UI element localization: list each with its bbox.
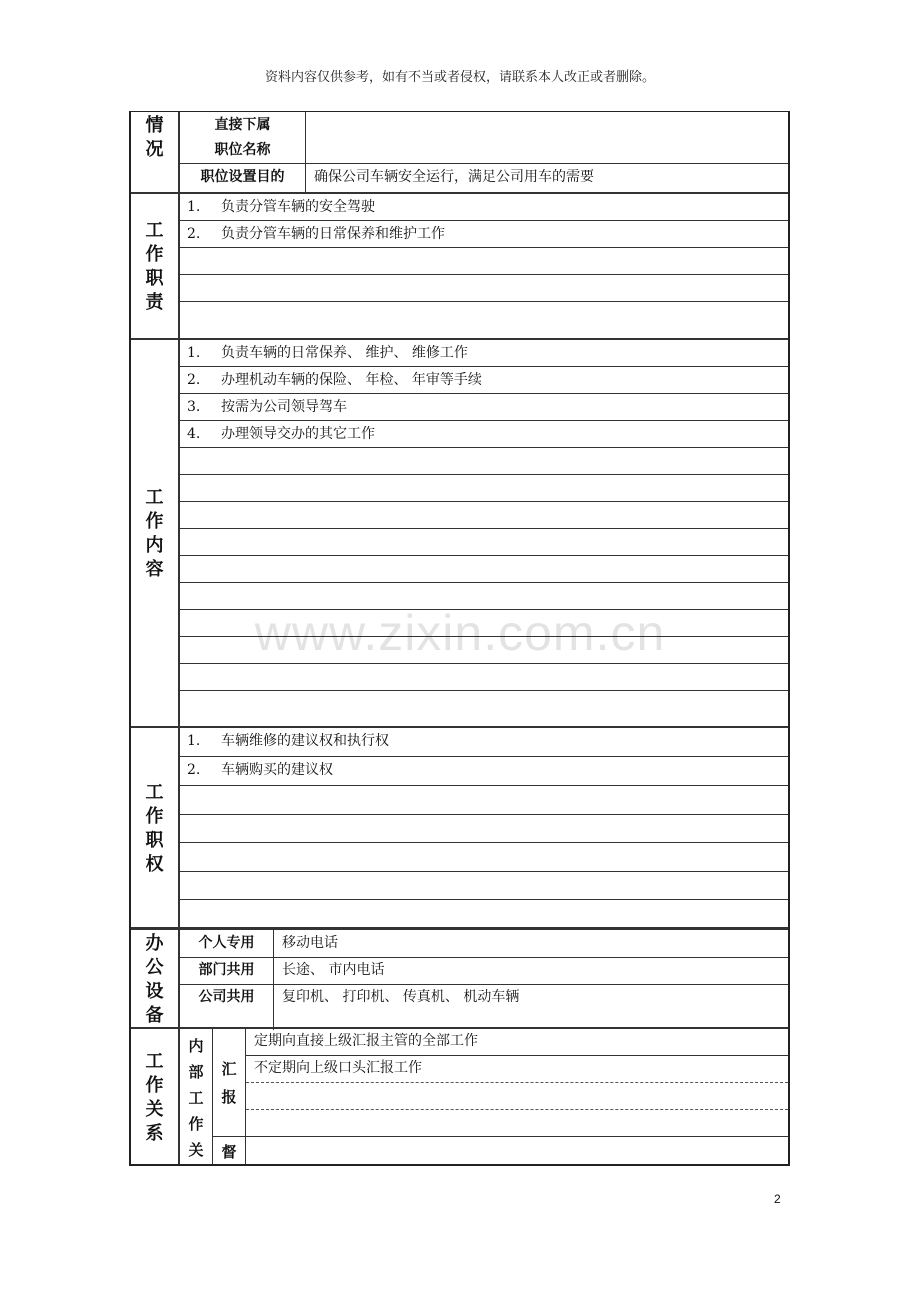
content-row xyxy=(180,448,788,475)
report-row: 定期向直接上级汇报主管的全部工作 xyxy=(246,1029,788,1056)
equipment-value: 复印机、 打印机、 传真机、 机动车辆 xyxy=(282,989,520,1005)
content-row xyxy=(180,529,788,556)
label-char: 作 xyxy=(145,511,164,532)
content-row xyxy=(180,367,788,394)
section-label-content xyxy=(131,340,180,728)
section-situation xyxy=(131,112,788,192)
equipment-label: 公司共用 xyxy=(180,985,274,1030)
content-row xyxy=(180,664,788,691)
duty-number: 1. xyxy=(187,199,201,215)
page-number: 2 xyxy=(774,1192,781,1206)
equipment-value: 长途、 市内电话 xyxy=(274,958,788,985)
label-char: 工 xyxy=(145,1050,164,1072)
label-char: 汇 xyxy=(221,1059,237,1078)
label-char: 报 xyxy=(221,1087,237,1106)
label-char: 部 xyxy=(188,1062,204,1081)
label-char: 工 xyxy=(145,781,164,803)
equipment-value: 移动电话 xyxy=(274,930,788,958)
content-row xyxy=(180,340,788,367)
label-char: 备 xyxy=(145,1005,164,1026)
section-content xyxy=(131,338,788,728)
subordinate-label-line2: 职位名称 xyxy=(214,141,271,158)
label-char: 职 xyxy=(145,829,164,851)
table-right-border xyxy=(788,112,790,1165)
authority-number: 2. xyxy=(187,762,201,778)
table-bottom-border xyxy=(129,1164,790,1166)
section-label-relations xyxy=(131,1029,180,1166)
equipment-label: 个人专用 xyxy=(180,930,274,958)
label-char: 权 xyxy=(145,853,164,875)
authority-row xyxy=(180,815,788,843)
section-label-equipment xyxy=(131,930,180,1030)
duty-number: 2. xyxy=(187,226,201,242)
duty-text: 负责分管车辆的安全驾驶 xyxy=(221,199,375,215)
authority-row xyxy=(180,872,788,900)
content-number: 2. xyxy=(187,372,201,388)
content-row xyxy=(180,475,788,502)
authority-row xyxy=(180,900,788,929)
report-row xyxy=(246,1083,788,1110)
section-authority xyxy=(131,726,788,929)
label-char: 作 xyxy=(145,1074,164,1096)
duty-row xyxy=(180,275,788,302)
content-row xyxy=(180,637,788,664)
section-label-situation xyxy=(131,112,180,192)
label-char: 内 xyxy=(145,535,164,556)
content-row xyxy=(180,610,788,637)
purpose-value: 确保公司车辆安全运行，满足公司用车的需要 xyxy=(314,169,594,185)
authority-row xyxy=(180,843,788,872)
section-label-authority xyxy=(131,728,180,929)
label-char: 况 xyxy=(145,139,164,160)
label-char: 情 xyxy=(145,115,164,136)
content-number: 4. xyxy=(187,426,201,442)
authority-row xyxy=(180,786,788,815)
supervise-row xyxy=(246,1137,788,1166)
authority-text: 车辆购买的建议权 xyxy=(221,762,333,778)
section-label-duties xyxy=(131,194,180,340)
subordinate-value xyxy=(306,112,788,164)
report-row xyxy=(246,1110,788,1137)
label-char: 工 xyxy=(145,220,164,241)
report-row: 不定期向上级口头汇报工作 xyxy=(246,1056,788,1083)
label-char: 公 xyxy=(145,957,164,978)
subordinate-label-line1: 直接下属 xyxy=(214,116,271,133)
content-text: 办理领导交办的其它工作 xyxy=(221,426,375,442)
content-row xyxy=(180,394,788,421)
header-note: 资料内容仅供参考，如有不当或者侵权，请联系本人改正或者删除。 xyxy=(264,70,655,85)
supervise-label xyxy=(213,1137,246,1166)
label-char: 关 xyxy=(188,1140,204,1159)
content-row xyxy=(180,502,788,529)
label-char: 督 xyxy=(221,1142,237,1161)
duty-row xyxy=(180,302,788,340)
label-char: 设 xyxy=(145,981,164,1002)
purpose-label: 职位设置目的 xyxy=(180,164,306,192)
label-char: 工 xyxy=(188,1088,204,1107)
label-char: 办 xyxy=(145,933,164,954)
label-char: 作 xyxy=(145,244,164,265)
label-char: 关 xyxy=(145,1098,164,1120)
label-char: 系 xyxy=(145,1122,164,1144)
duty-row xyxy=(180,221,788,248)
authority-number: 1. xyxy=(187,733,201,749)
label-char: 职 xyxy=(145,268,164,289)
duty-row xyxy=(180,248,788,275)
authority-text: 车辆维修的建议权和执行权 xyxy=(221,733,389,749)
section-equipment xyxy=(131,927,788,1030)
internal-relations-label xyxy=(180,1029,213,1166)
content-row xyxy=(180,691,788,728)
content-row xyxy=(180,421,788,448)
content-number: 3. xyxy=(187,399,201,415)
section-relations xyxy=(131,1027,788,1166)
section-duties xyxy=(131,192,788,340)
content-row xyxy=(180,556,788,583)
label-char: 工 xyxy=(145,487,164,508)
authority-row xyxy=(180,757,788,786)
content-text: 按需为公司领导驾车 xyxy=(221,399,347,415)
label-char: 作 xyxy=(145,805,164,827)
equipment-label: 部门共用 xyxy=(180,958,274,985)
report-label xyxy=(213,1029,246,1137)
duty-row xyxy=(180,194,788,221)
authority-row xyxy=(180,728,788,757)
content-text: 负责车辆的日常保养、 维护、 维修工作 xyxy=(221,345,468,361)
label-char: 作 xyxy=(188,1114,204,1133)
content-text: 办理机动车辆的保险、 年检、 年审等手续 xyxy=(221,372,482,388)
label-char: 容 xyxy=(145,559,164,580)
content-row xyxy=(180,583,788,610)
watermark: www.zixin.com.cn xyxy=(254,605,666,661)
duty-text: 负责分管车辆的日常保养和维护工作 xyxy=(221,226,445,242)
label-char: 责 xyxy=(145,292,164,313)
subordinate-label xyxy=(180,112,306,164)
label-char: 内 xyxy=(188,1036,204,1055)
content-number: 1. xyxy=(187,345,201,361)
